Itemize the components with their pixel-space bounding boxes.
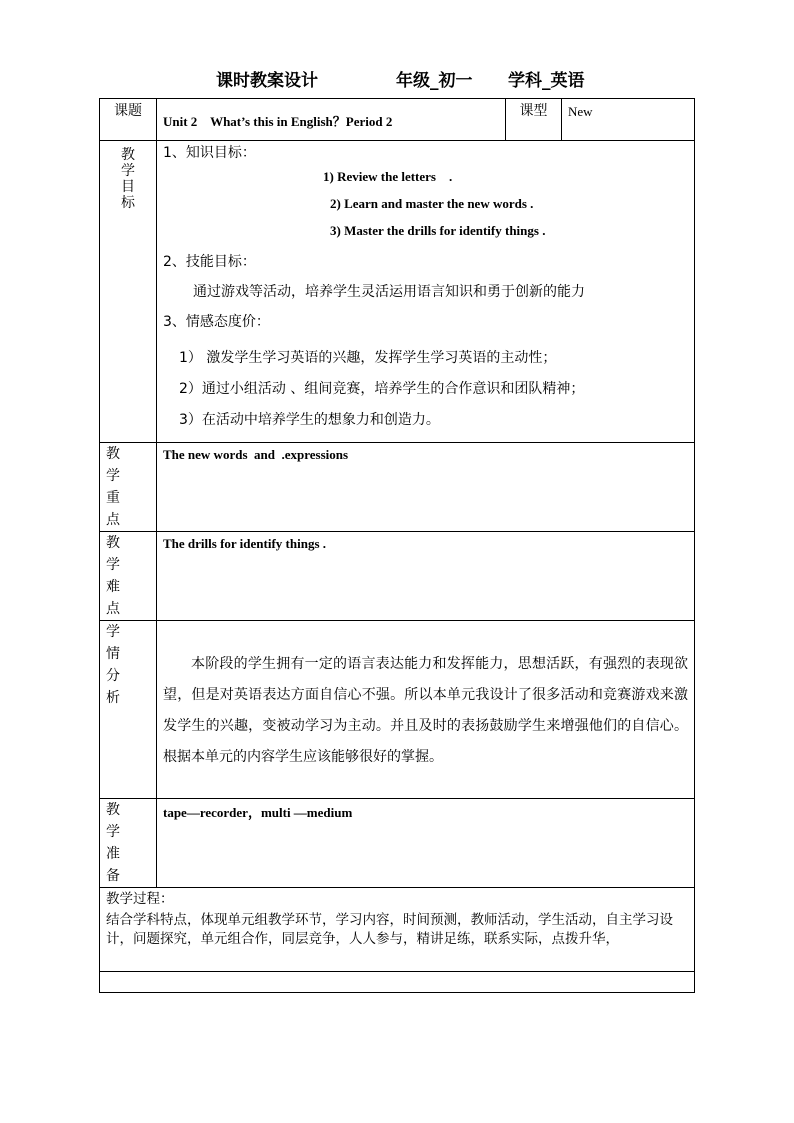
emotion-item: 3）在活动中培养学生的想象力和创造力。 — [179, 412, 440, 428]
preparation-cell — [157, 799, 695, 888]
objectives-row — [100, 141, 695, 443]
process-cell — [100, 888, 695, 972]
analysis-row — [100, 621, 695, 799]
preparation-label-bottom: 准 备 — [106, 846, 132, 884]
skill-text: 通过游戏等活动，培养学生灵活运用语言知识和勇于创新的能力 — [193, 284, 585, 300]
topic-row — [100, 99, 695, 141]
key-points-row — [100, 443, 695, 532]
process-row — [100, 888, 695, 972]
difficulties-row — [100, 532, 695, 621]
lesson-topic: Unit 2 What’s this in English？Period 2 — [163, 114, 393, 129]
type-label-cell — [506, 99, 562, 141]
preparation-label-cell — [100, 799, 157, 888]
page-header — [0, 66, 794, 90]
topic-label: 课题 — [114, 103, 142, 119]
key-points-label-cell — [100, 443, 157, 532]
topic-label-cell — [100, 99, 157, 141]
process-extra-cell — [100, 972, 695, 993]
objectives-cell — [157, 141, 695, 443]
lesson-plan-table — [99, 98, 695, 993]
preparation-text: tape—recorder，multi —medium — [163, 805, 353, 820]
objectives-label: 教学目标 — [121, 147, 135, 211]
type-value-cell — [562, 99, 695, 141]
process-extra-row — [100, 972, 695, 993]
analysis-label-top: 学 情 — [106, 624, 132, 662]
difficulties-label-cell — [100, 532, 157, 621]
knowledge-item: 2) Learn and master the new words . — [330, 196, 534, 211]
key-points-text: The new words and .expressions — [163, 447, 349, 462]
difficulties-text: The drills for identify things . — [163, 536, 327, 551]
process-text: 结合学科特点，体现单元组教学环节，学习内容，时间预测，教师活动，学生活动，自主学习设计，问题探究，单元组合作，同层竞争，人人参与，精讲足练，联系实际，点拨升华， — [106, 912, 673, 947]
analysis-text: 本阶段的学生拥有一定的语言表达能力和发挥能力，思想活跃，有强烈的表现欲望，但是对英语表达方面自信心不强。所以本单元我设计了很多活动和竞赛游戏来激发学生的兴趣，变被动学习为主动。并且及时的表扬鼓励学生来增强他们的自信心。根据本单元的内容学生应该能够很好的掌握。 — [163, 656, 688, 765]
analysis-cell — [157, 621, 695, 799]
subject-label: 学科_英语 — [508, 71, 585, 91]
key-points-label-bottom: 重 点 — [106, 490, 132, 528]
emotion-item: 1） 激发学生学习英语的兴趣，发挥学生学习英语的主动性； — [179, 350, 557, 366]
difficulties-label-bottom: 难 点 — [106, 579, 132, 617]
process-heading: 教学过程： — [106, 891, 174, 907]
preparation-row — [100, 799, 695, 888]
difficulties-cell — [157, 532, 695, 621]
page-title: 课时教案设计 — [216, 71, 318, 91]
knowledge-item: 3) Master the drills for identify things . — [330, 223, 546, 238]
lesson-type-value: New — [568, 104, 593, 119]
key-points-cell — [157, 443, 695, 532]
knowledge-item: 1) Review the letters . — [323, 169, 453, 184]
analysis-label-cell — [100, 621, 157, 799]
grade-label: 年级_初一 — [396, 71, 473, 91]
emotion-heading: 3、情感态度价： — [163, 314, 270, 330]
analysis-label-bottom: 分 析 — [106, 668, 132, 706]
difficulties-label-top: 教 学 — [106, 535, 132, 573]
preparation-label-top: 教 学 — [106, 802, 132, 840]
topic-cell — [157, 99, 506, 141]
skill-heading: 2、技能目标： — [163, 254, 256, 270]
emotion-item: 2）通过小组活动 、组间竞赛，培养学生的合作意识和团队精神； — [179, 381, 585, 397]
objectives-label-cell — [100, 141, 157, 443]
type-label: 课型 — [519, 103, 548, 119]
knowledge-heading: 1、知识目标： — [163, 145, 256, 161]
key-points-label-top: 教 学 — [106, 446, 132, 484]
